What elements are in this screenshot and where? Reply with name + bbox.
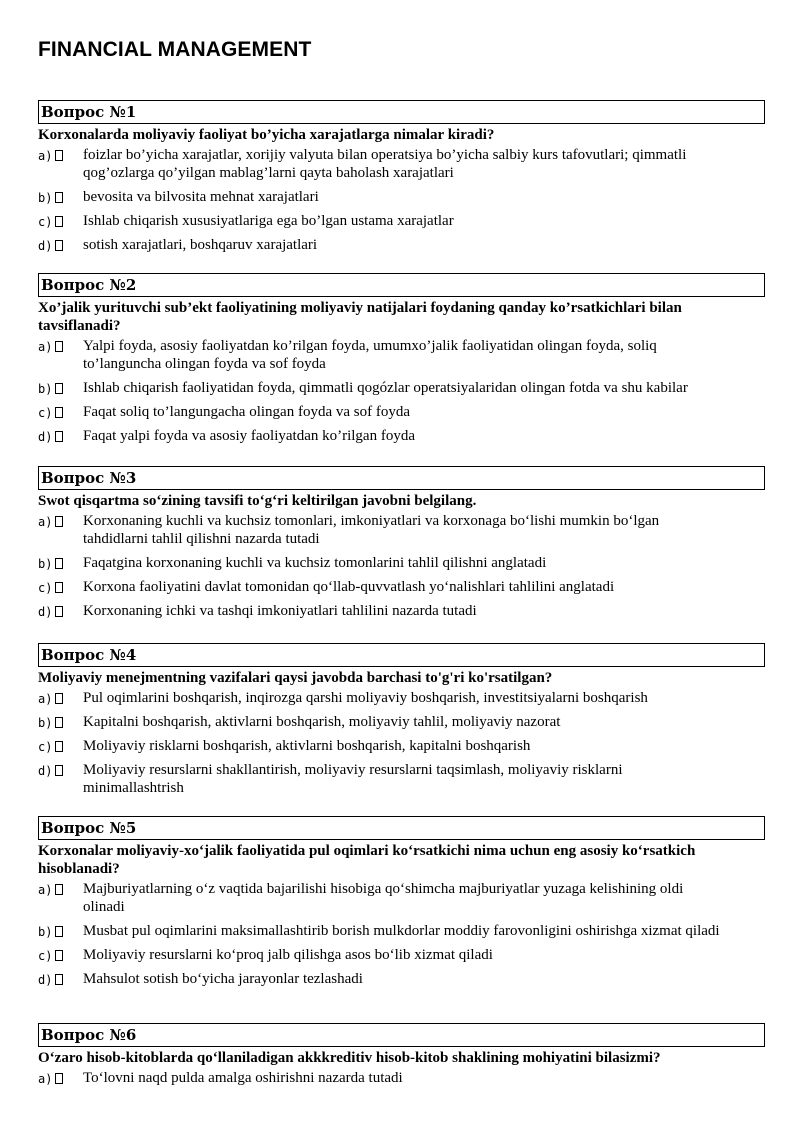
- answer-text: Moliyaviy resurslarni shakllantirish, moliyaviy resurslarni taqsimlash, moliyaviy risklarni minimallashtrish: [83, 762, 623, 796]
- answer-text: To‘lovni naqd pulda amalga oshirishni nazarda tutadi: [83, 1070, 403, 1086]
- question-text: Xo’jalik yurituvchi sub’ekt faoliyatining moliyaviy natijalari foydaning qanday ko’rsatkichlari bilan tavsiflanadi?: [38, 300, 682, 334]
- answer-marker: [38, 147, 63, 165]
- answer-text: sotish xarajatlari, boshqaruv xarajatlari: [83, 237, 318, 253]
- answer-marker-label: c): [38, 949, 53, 963]
- question-block: [38, 273, 765, 451]
- answer-text: bevosita va bilvosita mehnat xarajatlari: [83, 189, 319, 205]
- question-text: O‘zaro hisob-kitoblarda qo‘llaniladigan akkkreditiv hisob-kitob shaklining mohiyatini bilasizmi?: [38, 1050, 661, 1066]
- question-header: Вопрос №5: [38, 816, 765, 840]
- answer-option[interactable]: [38, 713, 765, 731]
- answer-list: [38, 146, 765, 254]
- answer-text: Faqat soliq to’langungacha olingan foyda va sof foyda: [83, 404, 410, 420]
- checkbox-icon[interactable]: [55, 431, 63, 442]
- answer-marker: [38, 189, 63, 207]
- checkbox-icon[interactable]: [55, 741, 63, 752]
- answer-marker: [38, 923, 63, 941]
- answer-marker-label: a): [38, 692, 53, 706]
- checkbox-icon[interactable]: [55, 884, 63, 895]
- answer-marker: [38, 555, 63, 573]
- question-header: Вопрос №4: [38, 643, 765, 667]
- answer-marker-label: c): [38, 581, 53, 595]
- answer-option[interactable]: [38, 236, 765, 254]
- answer-marker-label: d): [38, 973, 53, 987]
- answer-marker-label: a): [38, 340, 53, 354]
- checkbox-icon[interactable]: [55, 240, 63, 251]
- checkbox-icon[interactable]: [55, 1073, 63, 1084]
- question-text: Korxonalarda moliyaviy faoliyat bo’yicha xarajatlarga nimalar kiradi?: [38, 127, 495, 143]
- question-block: [38, 643, 765, 803]
- answer-marker-label: d): [38, 605, 53, 619]
- answer-marker-label: c): [38, 406, 53, 420]
- answer-option[interactable]: [38, 212, 765, 230]
- answer-text: Faqat yalpi foyda va asosiy faoliyatdan ko’rilgan foyda: [83, 428, 415, 444]
- checkbox-icon[interactable]: [55, 606, 63, 617]
- answer-option[interactable]: [38, 946, 765, 964]
- answer-option[interactable]: [38, 602, 765, 620]
- answer-marker: [38, 428, 63, 446]
- answer-marker: [38, 213, 63, 231]
- answer-marker-label: b): [38, 925, 53, 939]
- question-block: [38, 816, 765, 994]
- answer-marker: [38, 947, 63, 965]
- checkbox-icon[interactable]: [55, 383, 63, 394]
- answer-marker: [38, 237, 63, 255]
- answer-marker-label: d): [38, 764, 53, 778]
- answer-marker-label: b): [38, 191, 53, 205]
- checkbox-icon[interactable]: [55, 341, 63, 352]
- answer-marker-label: a): [38, 515, 53, 529]
- checkbox-icon[interactable]: [55, 216, 63, 227]
- answer-text: Pul oqimlarini boshqarish, inqirozga qarshi moliyaviy boshqarish, investitsiyalarni boshqarish: [83, 690, 648, 706]
- checkbox-icon[interactable]: [55, 516, 63, 527]
- answer-marker-label: b): [38, 382, 53, 396]
- answer-option[interactable]: [38, 379, 765, 397]
- answer-option[interactable]: [38, 403, 765, 421]
- answer-text: Ishlab chiqarish faoliyatidan foyda, qimmatli qogózlar operatsiyalaridan olingan fotda va shu kabilar: [83, 380, 688, 396]
- answer-list: [38, 1069, 765, 1087]
- question-header: Вопрос №1: [38, 100, 765, 124]
- question-block: [38, 1023, 765, 1093]
- answer-option[interactable]: [38, 970, 765, 988]
- answer-text: Musbat pul oqimlarini maksimallashtirib borish mulkdorlar moddiy farovonligini oshirishga xizmat qiladi: [83, 923, 720, 939]
- answer-text: Faqatgina korxonaning kuchli va kuchsiz tomonlarini tahlil qilishni anglatadi: [83, 555, 547, 571]
- answer-marker: [38, 971, 63, 989]
- checkbox-icon[interactable]: [55, 926, 63, 937]
- answer-text: Yalpi foyda, asosiy faoliyatdan ko’rilgan foyda, umumxo’jalik faoliyatidan olingan foyda, soliq to’languncha olingan foyda va sof foyda: [83, 338, 657, 372]
- answer-marker-label: c): [38, 215, 53, 229]
- answer-option[interactable]: [38, 761, 765, 797]
- checkbox-icon[interactable]: [55, 582, 63, 593]
- question-header: Вопрос №3: [38, 466, 765, 490]
- answer-marker: [38, 1070, 63, 1088]
- question-text: Korxonalar moliyaviy-xo‘jalik faoliyatida pul oqimlari ko‘rsatkichi nima uchun eng asosiy ko‘rsatkich hisoblanadi?: [38, 843, 696, 877]
- checkbox-icon[interactable]: [55, 693, 63, 704]
- question-text: Swot qisqartma so‘zining tavsifi to‘g‘ri keltirilgan javobni belgilang.: [38, 493, 477, 509]
- checkbox-icon[interactable]: [55, 974, 63, 985]
- question-block: [38, 466, 765, 626]
- answer-text: Korxonaning ichki va tashqi imkoniyatlari tahlilini nazarda tutadi: [83, 603, 477, 619]
- answer-marker: [38, 603, 63, 621]
- answer-marker: [38, 762, 63, 780]
- answer-option[interactable]: [38, 188, 765, 206]
- answer-marker-label: d): [38, 430, 53, 444]
- checkbox-icon[interactable]: [55, 765, 63, 776]
- answer-text: Korxonaning kuchli va kuchsiz tomonlari, imkoniyatlari va korxonaga bo‘lishi mumkin bo‘lgan tahdidlarni tahlil qilishni nazarda tutadi: [83, 513, 660, 547]
- checkbox-icon[interactable]: [55, 950, 63, 961]
- answer-text: Korxona faoliyatini davlat tomonidan qo‘llab-quvvatlash yo‘nalishlari tahlilini anglatadi: [83, 579, 615, 595]
- question-text: Moliyaviy menejmentning vazifalari qaysi javobda barchasi to'g'ri ko'rsatilgan?: [38, 670, 553, 686]
- answer-text: Ishlab chiqarish xususiyatlariga ega bo’lgan ustama xarajatlar: [83, 213, 454, 229]
- answer-option[interactable]: [38, 689, 765, 707]
- answer-marker: [38, 690, 63, 708]
- answer-option[interactable]: [38, 337, 765, 373]
- answer-option[interactable]: [38, 578, 765, 596]
- answer-option[interactable]: [38, 1069, 765, 1087]
- answer-text: Moliyaviy risklarni boshqarish, aktivlarni boshqarish, kapitalni boshqarish: [83, 738, 531, 754]
- answer-option[interactable]: [38, 880, 765, 916]
- answer-list: [38, 512, 765, 620]
- answer-marker: [38, 338, 63, 356]
- question-header: Вопрос №6: [38, 1023, 765, 1047]
- document-title: FINANCIAL MANAGEMENT: [38, 38, 312, 61]
- answer-marker: [38, 579, 63, 597]
- answer-option[interactable]: [38, 922, 765, 940]
- answer-list: [38, 337, 765, 445]
- answer-marker-label: c): [38, 740, 53, 754]
- question-header: Вопрос №2: [38, 273, 765, 297]
- answer-marker-label: a): [38, 1072, 53, 1086]
- answer-list: [38, 689, 765, 797]
- answer-marker: [38, 513, 63, 531]
- answer-text: Moliyaviy resurslarni ko‘proq jalb qilishga asos bo‘lib xizmat qiladi: [83, 947, 493, 963]
- answer-marker: [38, 380, 63, 398]
- answer-marker: [38, 881, 63, 899]
- answer-marker: [38, 404, 63, 422]
- answer-marker: [38, 738, 63, 756]
- answer-marker-label: b): [38, 716, 53, 730]
- answer-text: foizlar bo’yicha xarajatlar, xorijiy valyuta bilan operatsiya bo’yicha salbiy kurs tafovutlari; qimmatli qog’ozlarga qo’yilgan mablag’larni qayta baholash xarajatlari: [83, 147, 687, 181]
- checkbox-icon[interactable]: [55, 717, 63, 728]
- answer-list: [38, 880, 765, 988]
- answer-marker: [38, 714, 63, 732]
- checkbox-icon[interactable]: [55, 192, 63, 203]
- answer-option[interactable]: [38, 554, 765, 572]
- answer-text: Mahsulot sotish bo‘yicha jarayonlar tezlashadi: [83, 971, 363, 987]
- answer-option[interactable]: [38, 146, 765, 182]
- question-block: [38, 100, 765, 260]
- answer-option[interactable]: [38, 737, 765, 755]
- answer-text: Majburiyatlarning o‘z vaqtida bajarilishi hisobiga qo‘shimcha majburiyatlar yuzaga kelishining oldi olinadi: [83, 881, 684, 915]
- answer-marker-label: b): [38, 557, 53, 571]
- checkbox-icon[interactable]: [55, 150, 63, 161]
- checkbox-icon[interactable]: [55, 558, 63, 569]
- answer-marker-label: a): [38, 883, 53, 897]
- answer-option[interactable]: [38, 512, 765, 548]
- checkbox-icon[interactable]: [55, 407, 63, 418]
- answer-marker-label: a): [38, 149, 53, 163]
- answer-text: Kapitalni boshqarish, aktivlarni boshqarish, moliyaviy tahlil, moliyaviy nazorat: [83, 714, 561, 730]
- answer-marker-label: d): [38, 239, 53, 253]
- answer-option[interactable]: [38, 427, 765, 445]
